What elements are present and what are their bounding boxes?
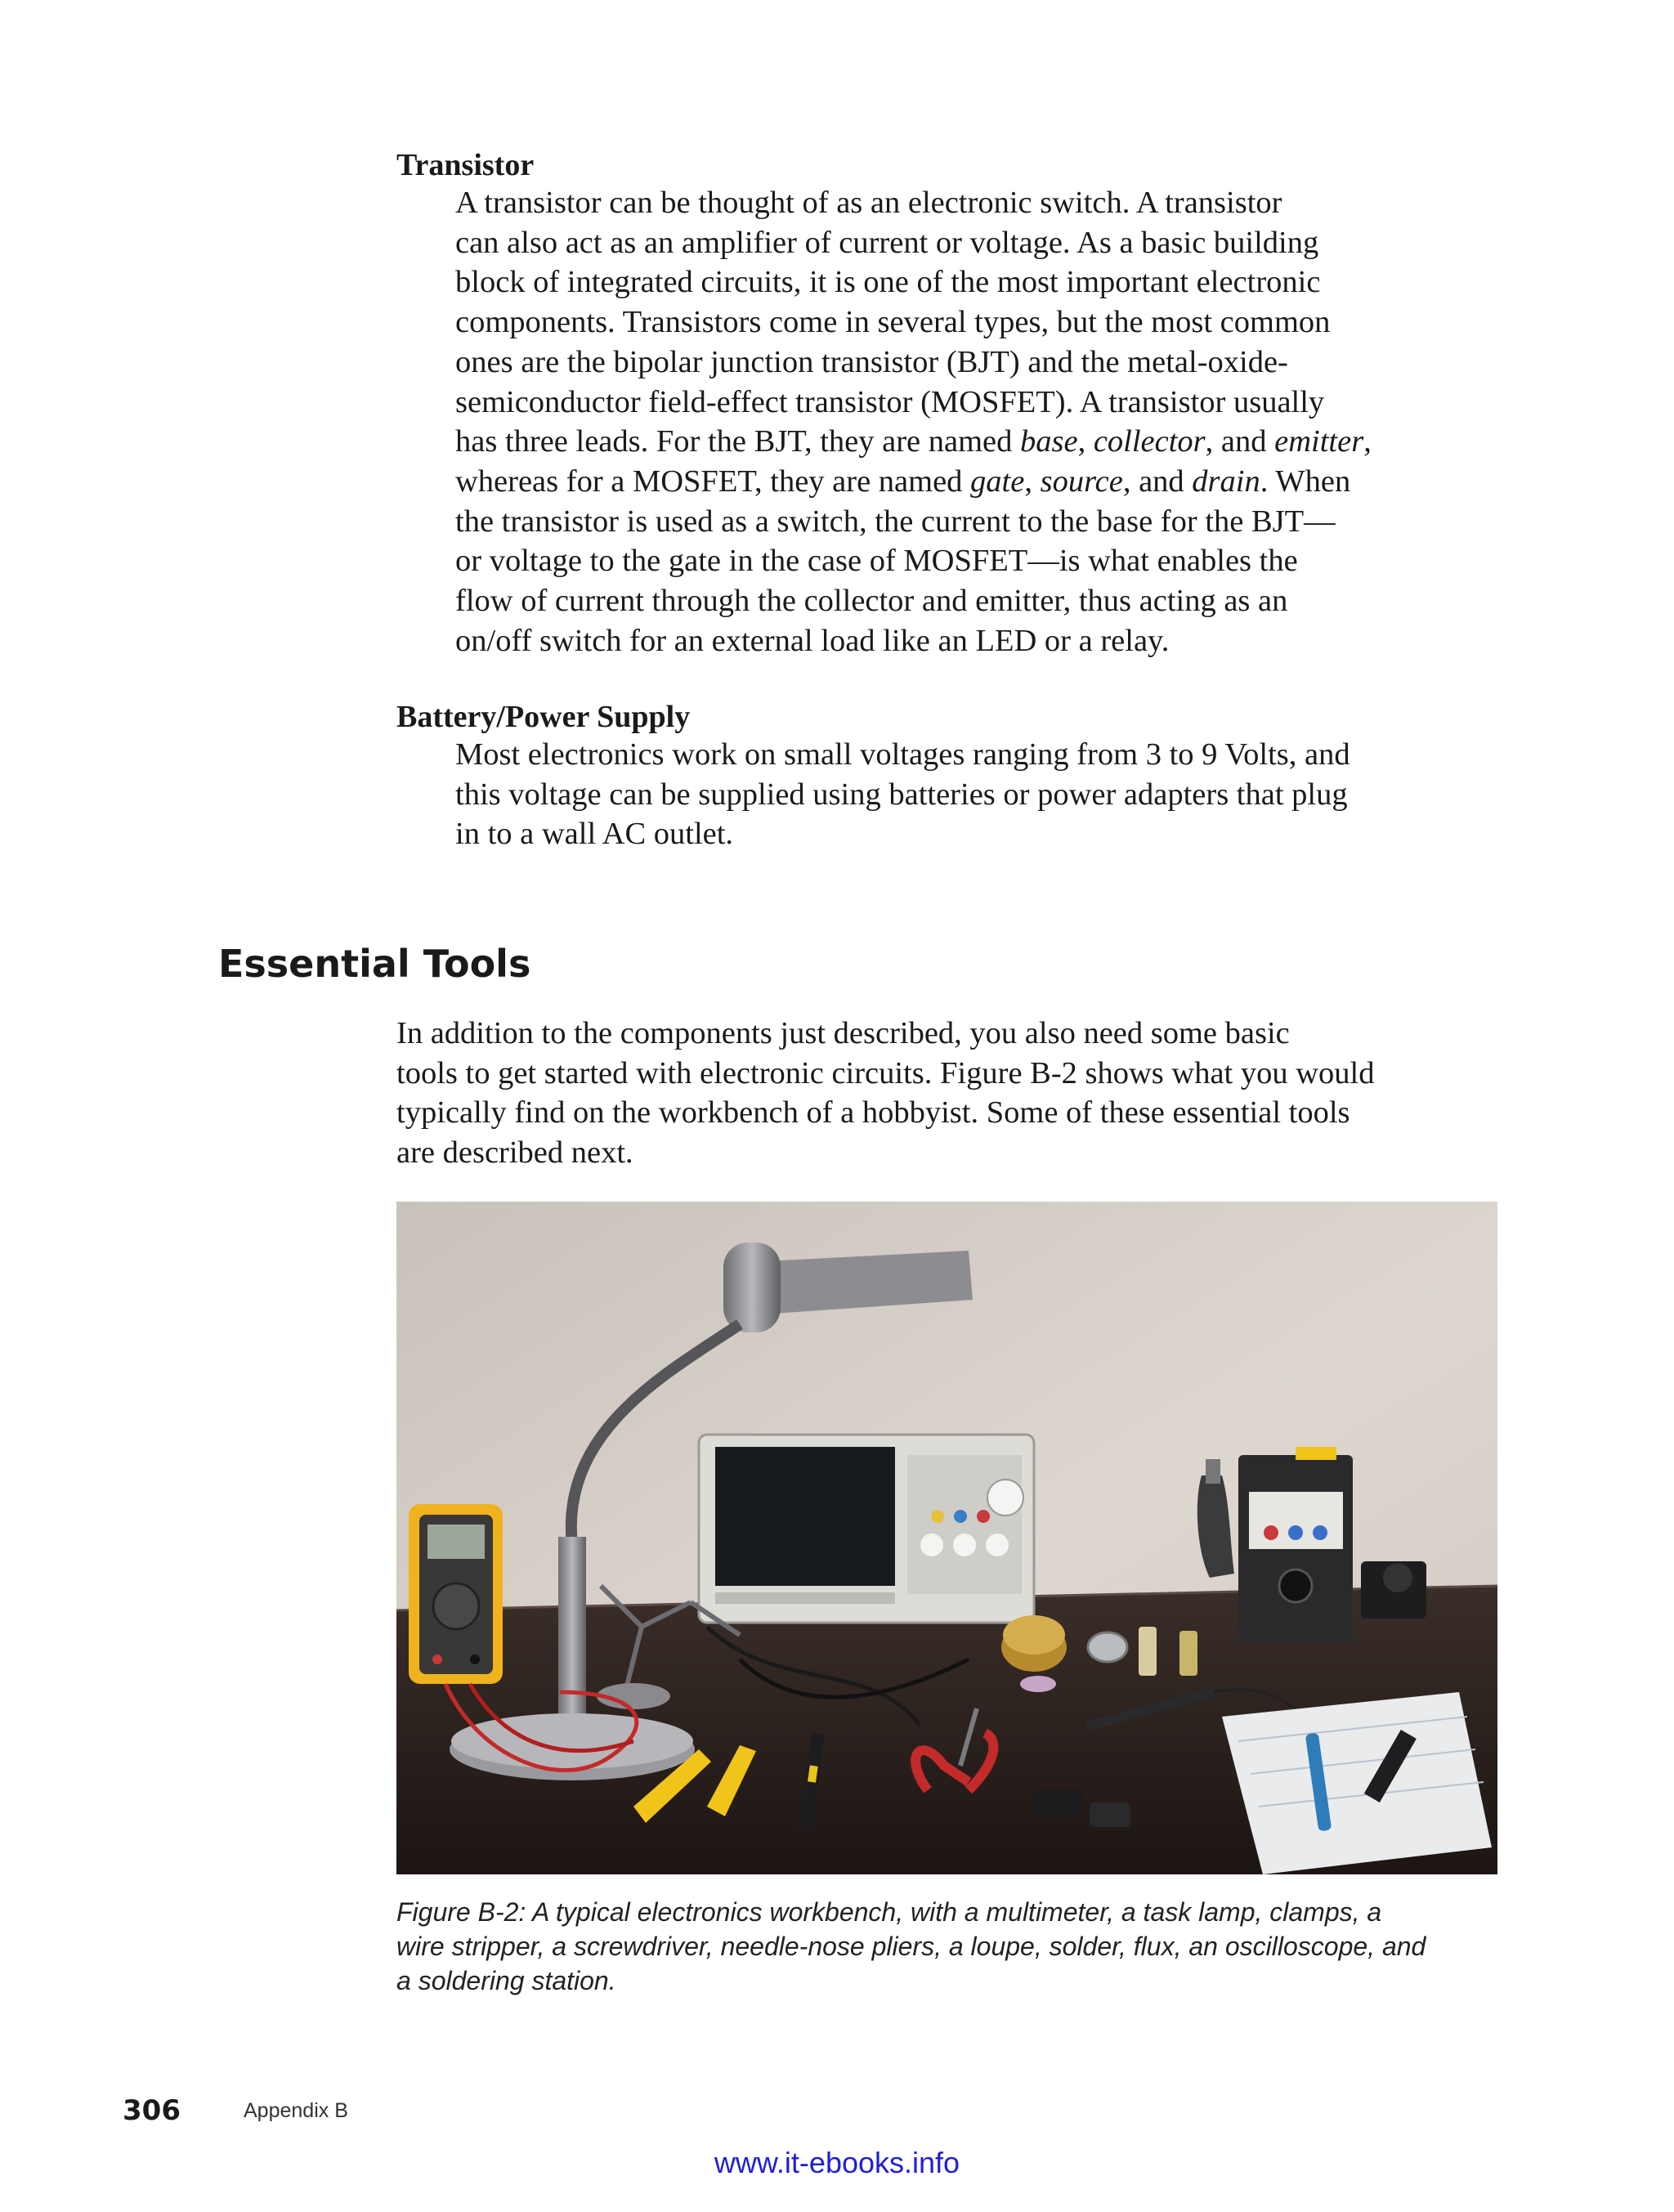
text-line: the transistor is used as a switch, the current to the base for the BJT— (455, 504, 1336, 539)
text-line: semiconductor field-effect transistor (MOSFET). A transistor usually (455, 384, 1325, 419)
text-line: A transistor can be thought of as an electronic switch. A transistor (455, 186, 1282, 220)
caption-line: wire stripper, a screwdriver, needle-nose pliers, a loupe, solder, flux, an oscilloscope, and (396, 1932, 1426, 1961)
text-line: typically find on the workbench of a hobbyist. Some of these essential tools (396, 1095, 1350, 1131)
section-intro (396, 1014, 1375, 1173)
text-line: flow of current through the collector and emitter, thus acting as an (455, 584, 1288, 619)
term-drain: drain (1192, 463, 1260, 499)
text-line: in to a wall AC outlet. (455, 817, 734, 852)
term-source: source (1040, 463, 1123, 499)
section-heading: Essential Tools (218, 942, 531, 986)
text-line: this voltage can be supplied using batteries or power adapters that plug (455, 777, 1348, 812)
caption-line: a soldering station. (396, 1966, 616, 1995)
workbench-photo (396, 1202, 1497, 1874)
text-line: In addition to the components just described, you also need some basic (396, 1016, 1290, 1050)
text-line: on/off switch for an external load like an LED or a relay. (455, 623, 1170, 658)
term-gate: gate (970, 463, 1025, 499)
running-footer: Appendix B (244, 2099, 348, 2122)
text-line: whereas for a MOSFET, they are named gate, source, and drain. When (455, 463, 1351, 499)
cutting-mat (1222, 1692, 1492, 1874)
text-line: or voltage to the gate in the case of MOSFET—is what enables the (455, 544, 1298, 579)
text-line: Most electronics work on small voltages ranging from 3 to 9 Volts, and (455, 737, 1350, 772)
figure-caption (396, 1895, 1426, 1998)
term-body-battery (455, 735, 1518, 854)
term-emitter: emitter (1274, 424, 1364, 459)
text-line: can also act as an amplifier of current or voltage. As a basic building (455, 225, 1319, 260)
text-line: components. Transistors come in several types, but the most common (455, 305, 1331, 340)
term-title-transistor: Transistor (396, 148, 535, 182)
text-line: ones are the bipolar junction transistor (BJT) and the metal-oxide- (455, 344, 1288, 379)
text-line: tools to get started with electronic circuits. Figure B-2 shows what you would (396, 1055, 1375, 1090)
text-line: block of integrated circuits, it is one of the most important electronic (455, 265, 1321, 300)
text-line: are described next. (396, 1135, 633, 1171)
term-title-battery: Battery/Power Supply (396, 700, 691, 734)
text-line: has three leads. For the BJT, they are named base, collector, and emitter, (455, 424, 1372, 459)
term-body-transistor (455, 183, 1518, 660)
caption-line: Figure B-2: A typical electronics workbench, with a multimeter, a task lamp, clamps, a (396, 1897, 1382, 1927)
multimeter (409, 1504, 503, 1684)
watermark-link[interactable]: www.it-ebooks.info (714, 2146, 960, 2179)
term-collector: collector (1093, 424, 1206, 459)
term-base: base (1020, 424, 1078, 459)
page-number: 306 (123, 2094, 181, 2127)
oscilloscope (699, 1435, 1034, 1623)
